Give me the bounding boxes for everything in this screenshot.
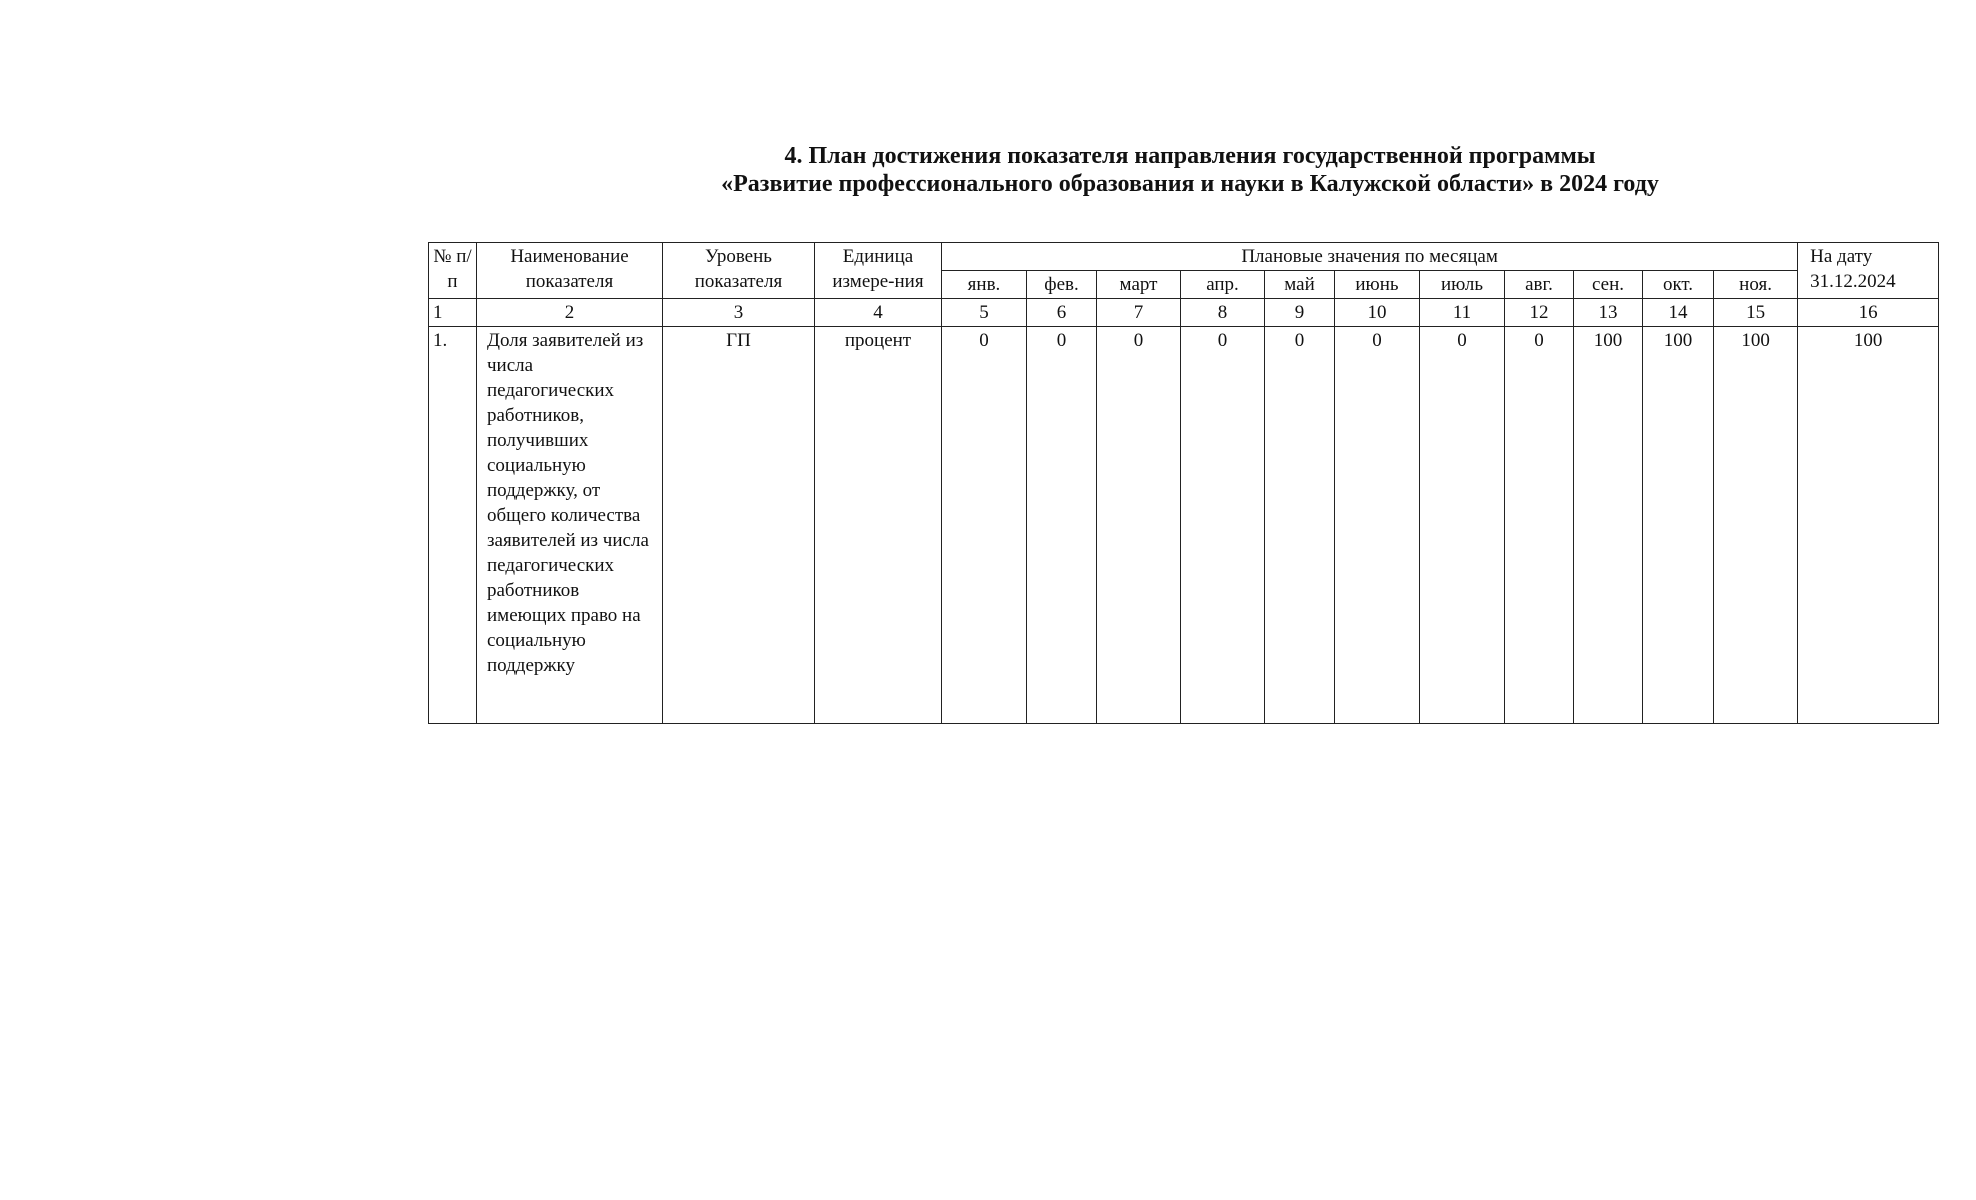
unit-of-measure: процент [815, 327, 942, 724]
month-value: 0 [1097, 327, 1181, 724]
month-value: 0 [1265, 327, 1335, 724]
month-value: 0 [1505, 327, 1574, 724]
column-number: 1 [429, 299, 477, 327]
column-number: 10 [1335, 299, 1420, 327]
plan-table [428, 242, 1939, 724]
month-header: июль [1420, 271, 1505, 299]
column-number: 7 [1097, 299, 1181, 327]
month-header: март [1097, 271, 1181, 299]
month-header: янв. [942, 271, 1027, 299]
header-unit: Единица измере-ния [815, 243, 942, 299]
column-number: 2 [477, 299, 663, 327]
document-title [640, 142, 1740, 198]
header-num: № п/п [429, 243, 477, 299]
column-number: 4 [815, 299, 942, 327]
column-number: 11 [1420, 299, 1505, 327]
month-header: апр. [1181, 271, 1265, 299]
column-number: 5 [942, 299, 1027, 327]
title-line-2: «Развитие профессионального образования и науки в Калужской области» в 2024 году [721, 171, 1659, 197]
month-value: 100 [1574, 327, 1643, 724]
column-number: 16 [1798, 299, 1939, 327]
header-months-group: Плановые значения по месяцам [942, 243, 1798, 271]
date-value: 100 [1798, 327, 1939, 724]
indicator-name: Доля заявителей из числа педагогических работников, получивших социальную поддержку, от общего количества заявителей из числа педагогических работников имеющих право на социальную поддержку [477, 327, 663, 724]
column-number: 13 [1574, 299, 1643, 327]
month-header: сен. [1574, 271, 1643, 299]
month-value: 0 [942, 327, 1027, 724]
month-value: 100 [1714, 327, 1798, 724]
header-level: Уровень показателя [663, 243, 815, 299]
header-date: На дату 31.12.2024 [1798, 243, 1939, 299]
month-header: авг. [1505, 271, 1574, 299]
table-row [429, 327, 1939, 724]
month-header: июнь [1335, 271, 1420, 299]
month-value: 0 [1181, 327, 1265, 724]
month-header: окт. [1643, 271, 1714, 299]
month-header: май [1265, 271, 1335, 299]
month-header: ноя. [1714, 271, 1798, 299]
header-name: Наименование показателя [477, 243, 663, 299]
indicator-level: ГП [663, 327, 815, 724]
row-number: 1. [429, 327, 477, 724]
column-number-row [429, 299, 1939, 327]
month-value: 0 [1335, 327, 1420, 724]
column-number: 14 [1643, 299, 1714, 327]
column-number: 3 [663, 299, 815, 327]
month-value: 100 [1643, 327, 1714, 724]
column-number: 9 [1265, 299, 1335, 327]
column-number: 6 [1027, 299, 1097, 327]
title-line-1: 4. План достижения показателя направления государственной программы [784, 143, 1596, 169]
month-value: 0 [1027, 327, 1097, 724]
column-number: 12 [1505, 299, 1574, 327]
column-number: 8 [1181, 299, 1265, 327]
month-header: фев. [1027, 271, 1097, 299]
column-number: 15 [1714, 299, 1798, 327]
month-value: 0 [1420, 327, 1505, 724]
